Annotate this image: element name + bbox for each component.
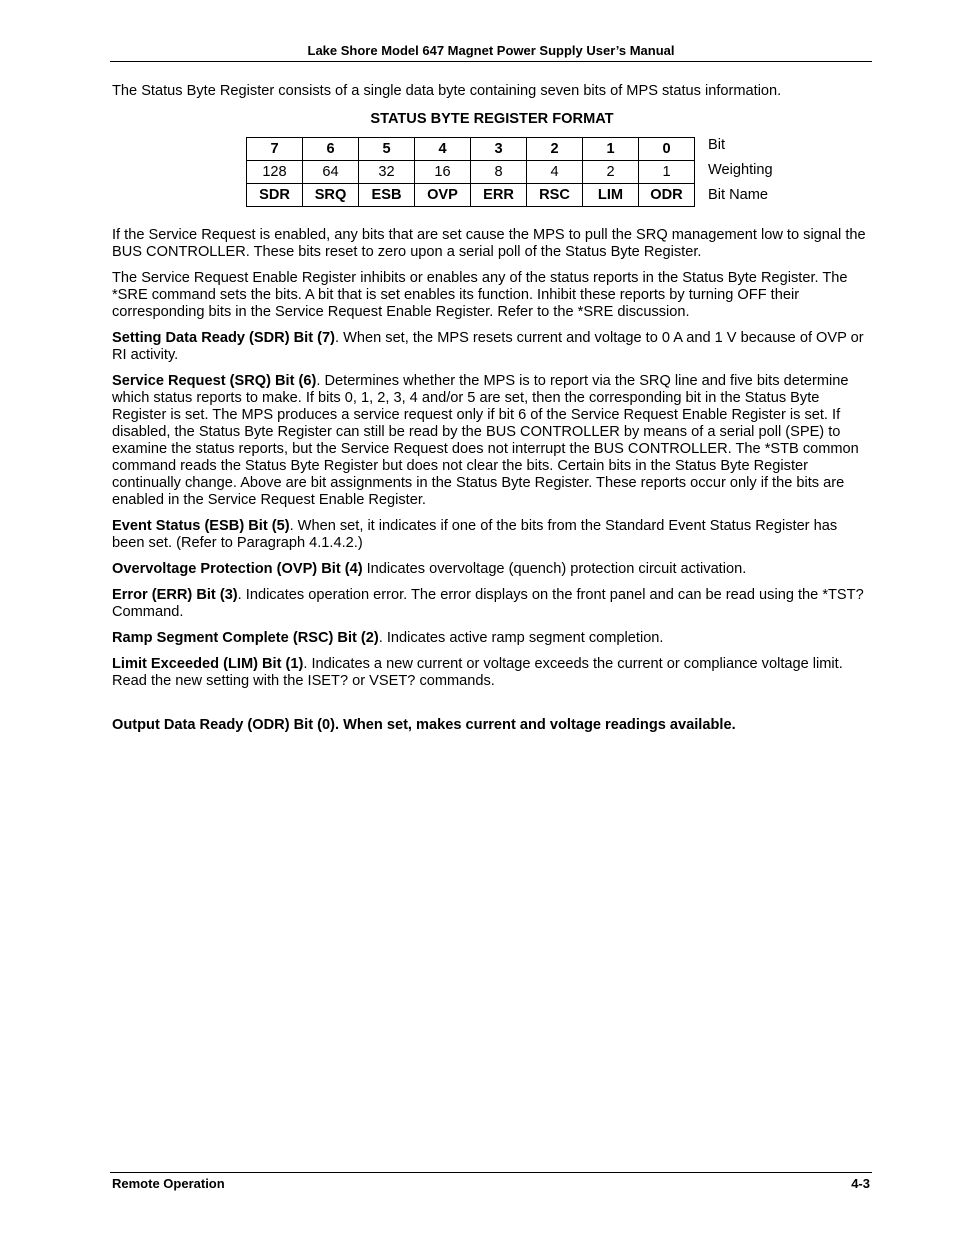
- row-label-weighting: Weighting: [708, 162, 773, 178]
- service-request-paragraph: If the Service Request is enabled, any bits that are set cause the MPS to pull the SRQ management low to signal the BUS CONTROLLER. These bits reset to zero upon a serial poll of the Status Byte Register.: [112, 227, 866, 260]
- srq-paragraph: [112, 373, 872, 509]
- bit-cell: 7: [247, 138, 303, 161]
- weight-cell: 16: [415, 161, 471, 184]
- sdr-paragraph: [112, 330, 872, 364]
- err-text: . Indicates operation error. The error displays on the front panel and can be read using the *TST? Command.: [112, 587, 864, 620]
- name-cell: ERR: [471, 184, 527, 207]
- bit-cell: 5: [359, 138, 415, 161]
- bit-cell: 6: [303, 138, 359, 161]
- page-number: 4-3: [851, 1176, 870, 1191]
- bit-cell: 2: [527, 138, 583, 161]
- name-cell: OVP: [415, 184, 471, 207]
- weight-cell: 2: [583, 161, 639, 184]
- bit-cell: 1: [583, 138, 639, 161]
- rsc-text: . Indicates active ramp segment completion.: [378, 630, 664, 646]
- weight-cell: 4: [527, 161, 583, 184]
- esb-paragraph: [112, 518, 872, 552]
- bit-cell: 0: [639, 138, 695, 161]
- row-label-bit: Bit: [708, 137, 726, 153]
- lim-heading: Limit Exceeded (LIM) Bit (1): [112, 656, 304, 672]
- bit-cell: 3: [471, 138, 527, 161]
- name-cell: LIM: [583, 184, 639, 207]
- sre-paragraph: The Service Request Enable Register inhibits or enables any of the status reports in the Status Byte Register. The *SRE command sets the bits. A bit that is set enables its function. Inhibit these reports by turning OFF their corresponding bits in the Service Request Enable Register. Refer to the *SRE discussion.: [112, 270, 848, 320]
- weight-cell: 32: [359, 161, 415, 184]
- ovp-heading: Overvoltage Protection (OVP) Bit (4): [112, 561, 363, 577]
- page-footer: [110, 1172, 872, 1191]
- table-title: STATUS BYTE REGISTER FORMAT: [370, 111, 614, 127]
- ovp-text: Indicates overvoltage (quench) protection circuit activation.: [362, 561, 747, 577]
- esb-heading: Event Status (ESB) Bit (5): [112, 518, 290, 534]
- bit-name-row: [247, 184, 695, 207]
- name-cell: ESB: [359, 184, 415, 207]
- name-cell: SDR: [247, 184, 303, 207]
- rsc-heading: Ramp Segment Complete (RSC) Bit (2): [112, 630, 379, 646]
- weight-cell: 128: [247, 161, 303, 184]
- lim-text: . Indicates a new current or voltage exceeds the current or compliance voltage limit. Read the new setting with the ISET? or VSET? commands.: [112, 656, 843, 689]
- name-cell: RSC: [527, 184, 583, 207]
- bit-row: [247, 138, 695, 161]
- weight-cell: 64: [303, 161, 359, 184]
- err-paragraph: [112, 587, 872, 621]
- weight-cell: 1: [639, 161, 695, 184]
- row-label-bit-name: Bit Name: [708, 187, 769, 203]
- manual-title: Lake Shore Model 647 Magnet Power Supply User’s Manual: [307, 43, 675, 58]
- section-name: Remote Operation: [112, 1176, 225, 1191]
- sdr-text: . When set, the MPS resets current and voltage to 0 A and 1 V because of OVP or RI activity.: [112, 330, 864, 363]
- spacer: [112, 699, 872, 717]
- intro-paragraph: The Status Byte Register consists of a single data byte containing seven bits of MPS status information.: [112, 83, 782, 99]
- page-header: [110, 43, 872, 62]
- name-cell: SRQ: [303, 184, 359, 207]
- bit-cell: 4: [415, 138, 471, 161]
- rsc-paragraph: [112, 630, 872, 647]
- weight-cell: 8: [471, 161, 527, 184]
- row-labels: [708, 137, 773, 212]
- ovp-paragraph: [112, 561, 872, 578]
- odr-paragraph: [112, 717, 872, 734]
- sdr-heading: Setting Data Ready (SDR) Bit (7): [112, 330, 335, 346]
- status-byte-register-table: [246, 137, 872, 211]
- esb-text: . When set, it indicates if one of the bits from the Standard Event Status Register has been set. (Refer to Paragraph 4.1.4.2.): [112, 518, 838, 551]
- srq-heading: Service Request (SRQ) Bit (6): [112, 373, 317, 389]
- lim-paragraph: [112, 656, 872, 690]
- page-content: [112, 83, 872, 743]
- err-heading: Error (ERR) Bit (3): [112, 587, 238, 603]
- srq-text: . Determines whether the MPS is to report via the SRQ line and five bits determine which status reports to make. If bits 0, 1, 2, 3, 4 and/or 5 are set, then the corresponding bit in the Status Byte Register is set. The MPS produces a service request only if bit 6 of the Service Request Enable Register is set. If disabled, the Status Byte Register can still be read by the BUS CONTROLLER by means of a serial poll (SPE) to examine the status reports, but the Service Request does not interrupt the BUS CONTROLLER. The *STB common command reads the Status Byte Register but does not clear the bits. Certain bits in the Status Byte Register continually change. Above are bit assignments in the Status Byte Register. These reports occur only if the bits are enabled in the Service Request Enable Register.: [112, 373, 859, 508]
- name-cell: ODR: [639, 184, 695, 207]
- weighting-row: [247, 161, 695, 184]
- register-grid: [246, 137, 695, 207]
- odr-text: Output Data Ready (ODR) Bit (0). When set, makes current and voltage readings available.: [112, 717, 736, 733]
